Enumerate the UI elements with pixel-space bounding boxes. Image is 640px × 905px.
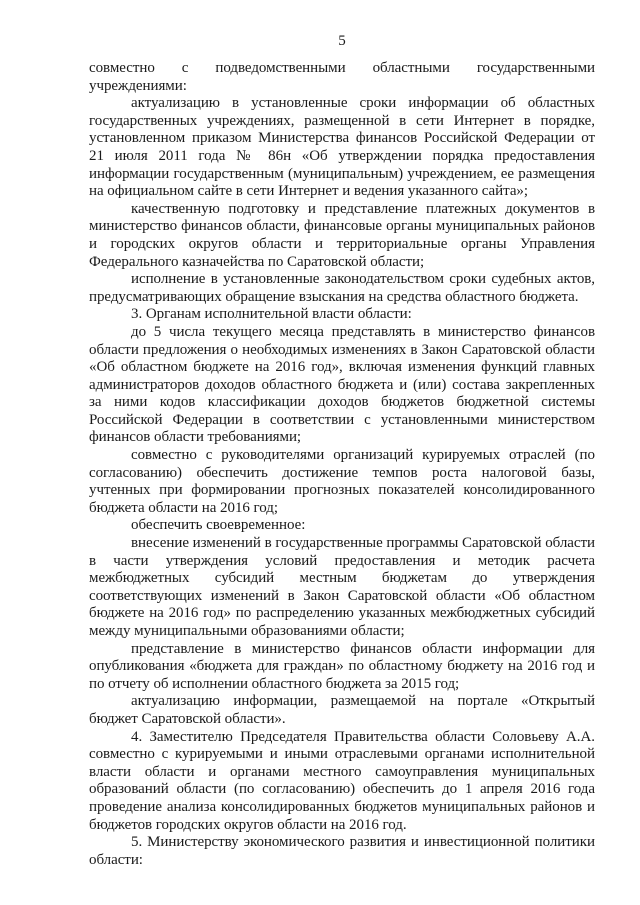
paragraph-9: внесение изменений в государственные программы Саратовской области в части утверждения условий предоставления и методик расчета межбюджетных субсидий местным бюджетам до утверждения соответствующих изменений в Закон Саратовской области «Об областном бюджете на 2016 год» по распределению указанных межбюджетных субсидий между муниципальными образованиями области;: [89, 535, 595, 639]
paragraph-6: до 5 числа текущего месяца представлять в министерство финансов области предложения о необходимых изменениях в Закон Саратовской области «Об областном бюджете на 2016 год», включая изменения функций главных администраторов доходов областного бюджета и (или) состава закрепленных за ними кодов классификации доходов бюджетов бюджетной системы Российской Федерации в соответствии с установленными министерством финансов области требованиями;: [89, 323, 595, 446]
page-number: 5: [338, 33, 346, 49]
paragraph-7: совместно с руководителями организаций курируемых отраслей (по согласованию) обеспечить достижение темпов роста налоговой базы, учтенных при формировании прогнозных показателей консолидированного бюджета области на 2016 год;: [89, 447, 595, 516]
section-3-heading: 3. Органам исполнительной власти области:: [131, 306, 412, 323]
section-4-paragraph: 4. Заместителю Председателя Правительства области Соловьеву А.А. совместно с курируемыми и иными отраслевыми органами исполнительной власти области и органами местного самоуправления муниципальных образований области (по согласованию) обеспечить до 1 апреля 2016 года проведение анализа консолидированных бюджетов муниципальных районов и бюджетов городских округов области на 2016 год.: [89, 728, 595, 833]
paragraph-11: актуализацию информации, размещаемой на портале «Открытый бюджет Саратовской области».: [89, 693, 595, 727]
paragraph-2: актуализацию в установленные сроки информации об областных государственных учреждениях, размещенной в сети Интернет в порядке, установленном приказом Министерства финансов Российской Федерации от 21 июля 2011 года № 86н «Об утверждении порядка предоставления информации государственным (муниципальным) учреждением, ее размещения на официальном сайте в сети Интернет и ведения указанного сайта»;: [89, 95, 595, 200]
paragraph-10: представление в министерство финансов области информации для опубликования «бюджета для граждан» по областному бюджету на 2016 год и по отчету об исполнении областного бюджета за 2015 год;: [89, 640, 595, 692]
paragraph-8: обеспечить своевременное:: [131, 517, 306, 534]
paragraph-4: исполнение в установленные законодательством сроки судебных актов, предусматривающих обращение взыскания на средства областного бюджета.: [89, 271, 595, 305]
section-5-heading: 5. Министерству экономического развития и инвестиционной политики области:: [89, 834, 595, 868]
paragraph-1: совместно с подведомственными областными государственными учреждениями:: [89, 60, 595, 94]
paragraph-3: качественную подготовку и представление платежных документов в министерство финансов области, финансовые органы муниципальных районов и городских округов области и территориальные органы Управления Федерального казначейства по Саратовской области;: [89, 200, 595, 270]
